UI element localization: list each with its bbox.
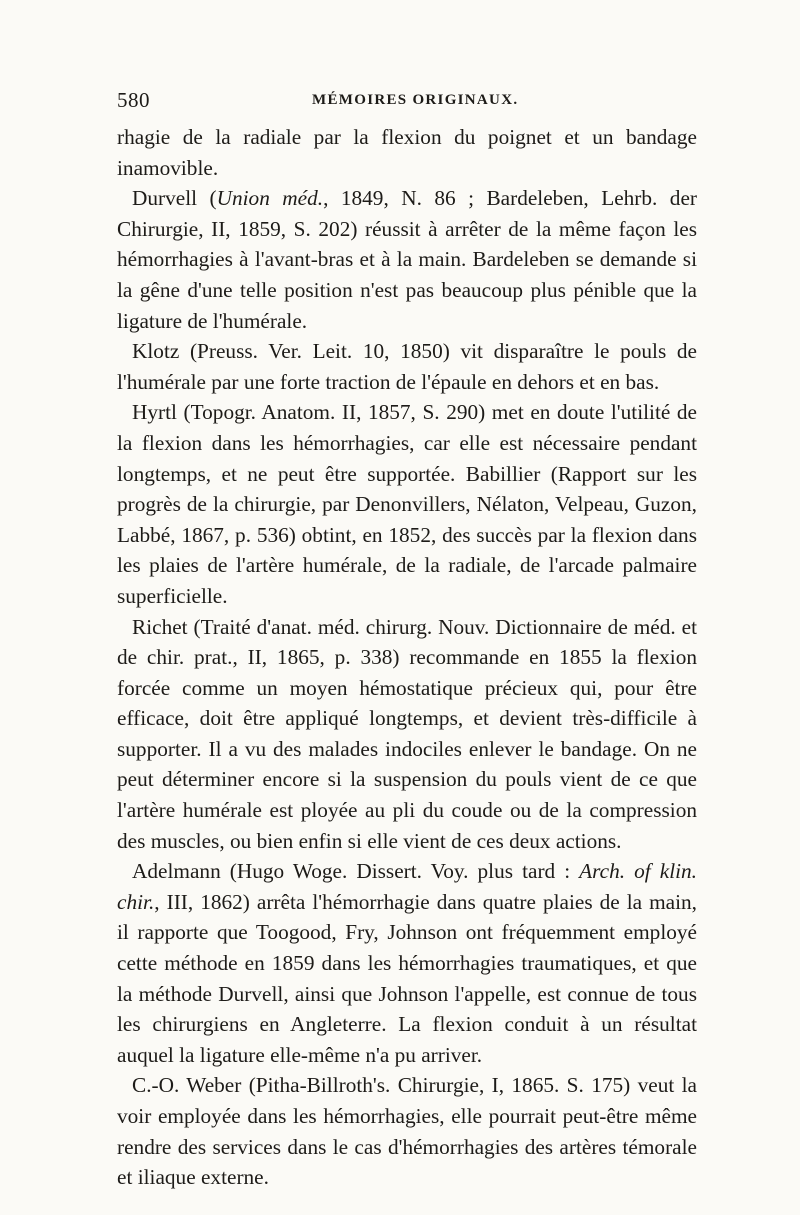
running-head: MÉMOIRES ORIGINAUX. xyxy=(312,92,519,108)
paragraph-richet xyxy=(117,612,697,857)
text-run: , 1849, N. 86 ; Bardeleben, Lehrb. der Chirurgie, II, 1859, S. 202) réussit à arrêter de la même façon les hémorrhagies à l'avant-bras et à la main. Bardeleben se demande si la gêne d'une telle position n'est pas beaucoup plus pénible que la ligature de l'humérale. xyxy=(117,186,697,333)
body-text xyxy=(117,122,697,1193)
text-run: Adelmann (Hugo Woge. Dissert. Voy. plus tard : xyxy=(132,859,580,884)
text-run: C.-O. Weber (Pitha-Billroth's. Chirurgie, I, 1865. S. 175) veut la voir employée dans les hémorrhagies, elle pourrait peut-être même rendre des services dans le cas d'hémorrhagies des artères témorale et iliaque externe. xyxy=(117,1073,697,1190)
page-number: 580 xyxy=(117,88,150,112)
italic-citation: Arch. of klin. chir. xyxy=(117,859,697,914)
paragraph-continuation xyxy=(117,122,697,183)
paragraph-adelmann xyxy=(117,856,697,1070)
paragraph-durvell xyxy=(117,183,697,336)
text-run: , III, 1862) arrêta l'hémorrhagie dans quatre plaies de la main, il rapporte que Toogood, Fry, Johnson ont fréquemment employé cette méthode en 1859 dans les hémorrhagies traumatiques, et que la méthode Durvell, ainsi que Johnson l'appelle, est connue de tous les chirurgiens en Angleterre. La flexion conduit à un résultat auquel la ligature elle-même n'a pu arriver. xyxy=(117,889,697,1067)
text-run: rhagie de la radiale par la flexion du poignet et un bandage inamovible. xyxy=(117,125,697,180)
paragraph-klotz xyxy=(117,336,697,397)
paragraph-hyrtl xyxy=(117,397,697,611)
page-header xyxy=(117,88,697,118)
book-page xyxy=(117,88,697,1193)
text-run: Richet (Traité d'anat. méd. chirurg. Nouv. Dictionnaire de méd. et de chir. prat., II, 1865, p. 338) recommande en 1855 la flexion forcée comme un moyen hémostatique précieux qui, pour être efficace, doit être appliqué longtemps, et devient très-difficile à supporter. Il a vu des malades indociles enlever le bandage. On ne peut déterminer encore si la suspension du pouls vient de ce que l'artère humérale est ployée au pli du coude ou de la compression des muscles, ou bien enfin si elle vient de ces deux actions. xyxy=(117,614,697,853)
paragraph-weber xyxy=(117,1070,697,1192)
text-run: Hyrtl (Topogr. Anatom. II, 1857, S. 290) met en doute l'utilité de la flexion dans les hémorrhagies, car elle est nécessaire pendant longtemps, et ne peut être supportée. Babillier (Rapport sur les progrès de la chirurgie, par Denonvillers, Nélaton, Velpeau, Guzon, Labbé, 1867, p. 536) obtint, en 1852, des succès par la flexion dans les plaies de l'artère humérale, de la radiale, de l'arcade palmaire superficielle. xyxy=(117,400,697,608)
italic-citation: Union méd. xyxy=(216,186,324,211)
text-run: Durvell ( xyxy=(132,186,217,211)
text-run: Klotz (Preuss. Ver. Leit. 10, 1850) vit disparaître le pouls de l'humérale par une forte traction de l'épaule en dehors et en bas. xyxy=(117,339,697,394)
